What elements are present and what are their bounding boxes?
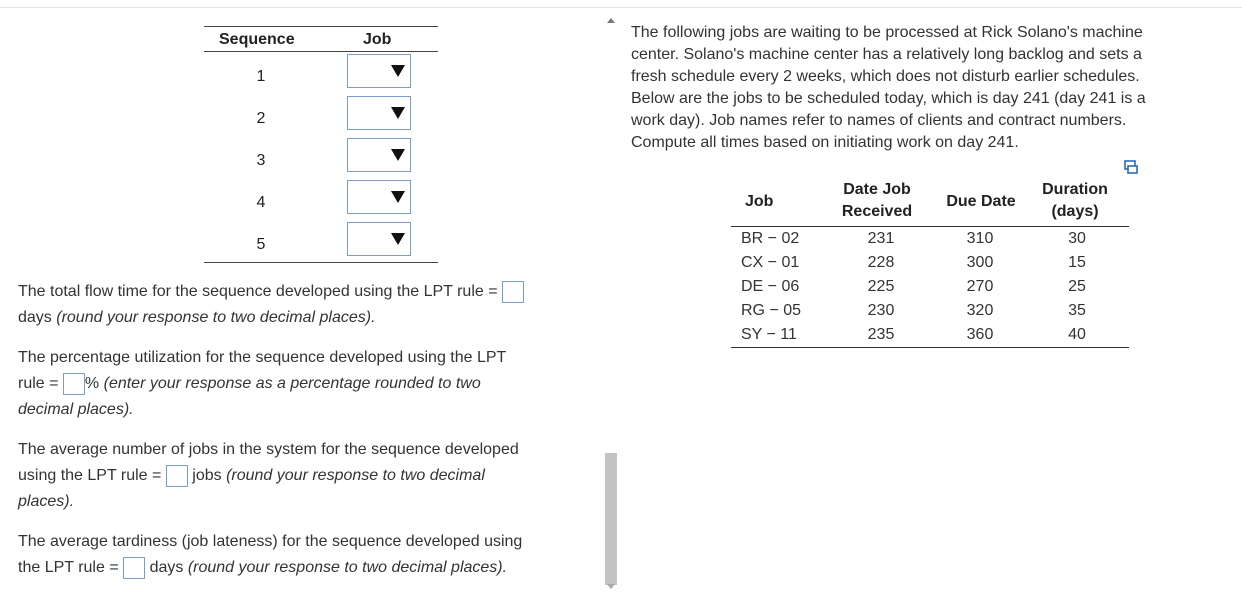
header-duration-line2: (days): [1051, 203, 1099, 220]
left-panel: [0, 8, 600, 607]
problem-line: center. Solano's machine center has a relatively long backlog and sets a: [631, 46, 1142, 63]
cell-received: 231: [867, 230, 895, 247]
header-job: Job: [363, 31, 392, 48]
job-dropdown-5[interactable]: [347, 222, 411, 256]
question-text: The total flow time for the sequence developed using the LPT rule =: [18, 283, 498, 300]
hint-text: (round your response to two decimal: [226, 467, 485, 484]
cell-due: 270: [966, 278, 994, 295]
sequence-table-header: [204, 27, 438, 51]
cell-job: CX − 01: [741, 254, 800, 271]
unit-text: jobs: [192, 467, 222, 484]
question-total-flow-time: [18, 279, 524, 331]
hint-text: (round your response to two decimal places).: [56, 309, 376, 326]
job-dropdown-4[interactable]: [347, 180, 411, 214]
dropdown-arrow-icon: [391, 65, 405, 77]
average-jobs-input[interactable]: [166, 465, 188, 487]
vertical-scrollbar[interactable]: [602, 16, 620, 591]
question-text: The percentage utilization for the sequence developed using the LPT: [18, 349, 507, 366]
problem-statement: [631, 22, 1221, 154]
cell-job: DE − 06: [741, 278, 800, 295]
table-row: [731, 227, 1129, 251]
jobs-table-header: [731, 178, 1129, 227]
sequence-number: 2: [256, 110, 266, 127]
total-flow-time-input[interactable]: [502, 281, 524, 303]
job-dropdown-2[interactable]: [347, 96, 411, 130]
table-row: [731, 251, 1129, 275]
cell-job: RG − 05: [741, 302, 802, 319]
dropdown-arrow-icon: [391, 233, 405, 245]
cell-job: SY − 11: [741, 326, 797, 343]
question-percentage-utilization: [18, 345, 506, 423]
dropdown-arrow-icon: [391, 191, 405, 203]
header-sequence: Sequence: [219, 31, 295, 48]
sequence-row-5: [204, 234, 438, 262]
sequence-number: 3: [256, 152, 266, 169]
cell-received: 230: [867, 302, 895, 319]
copy-icon[interactable]: [1124, 160, 1138, 174]
problem-line: Below are the jobs to be scheduled today, which is day 241 (day 241 is a: [631, 90, 1146, 107]
scrollbar-thumb[interactable]: [605, 453, 617, 585]
question-text: The average number of jobs in the system for the sequence developed: [18, 441, 519, 458]
question-text: using the LPT rule =: [18, 467, 162, 484]
sequence-number: 4: [256, 194, 266, 211]
header-date-received-line2: Received: [841, 203, 913, 220]
table-row: [731, 299, 1129, 323]
job-dropdown-1[interactable]: [347, 54, 411, 88]
sequence-table: [204, 26, 438, 263]
table-rule: [204, 262, 438, 263]
problem-line: fresh schedule every 2 weeks, which does not disturb earlier schedules.: [631, 68, 1140, 85]
table-row: [731, 275, 1129, 299]
question-text: the LPT rule =: [18, 559, 119, 576]
utilization-input[interactable]: [63, 373, 85, 395]
dropdown-arrow-icon: [391, 107, 405, 119]
hint-text: decimal places).: [18, 401, 134, 418]
cell-due: 310: [966, 230, 994, 247]
cell-received: 225: [867, 278, 895, 295]
problem-line: work day). Job names refer to names of clients and contract numbers.: [631, 112, 1127, 129]
cell-received: 235: [867, 326, 895, 343]
table-row: [731, 323, 1129, 347]
header-due-date: Due Date: [946, 193, 1016, 210]
question-text: rule =: [18, 375, 59, 392]
scroll-down-arrow[interactable]: [607, 584, 615, 589]
unit-text: %: [84, 375, 100, 392]
cell-received: 228: [867, 254, 895, 271]
average-tardiness-input[interactable]: [123, 557, 145, 579]
jobs-table: [731, 178, 1129, 348]
cell-due: 320: [966, 302, 994, 319]
cell-duration: 40: [1068, 326, 1086, 343]
hint-text: (round your response to two decimal places).: [187, 559, 508, 576]
unit-text: days: [149, 559, 184, 576]
scroll-up-arrow[interactable]: [607, 18, 615, 23]
header-date-received: [837, 179, 917, 223]
header-job: Job: [745, 193, 774, 210]
table-rule: [204, 51, 438, 52]
dropdown-arrow-icon: [391, 149, 405, 161]
cell-duration: 30: [1068, 230, 1086, 247]
question-text: The average tardiness (job lateness) for the sequence developed using: [18, 533, 523, 550]
question-average-jobs: [18, 437, 519, 515]
job-dropdown-3[interactable]: [347, 138, 411, 172]
cell-job: BR − 02: [741, 230, 800, 247]
cell-due: 360: [966, 326, 994, 343]
header-date-received-line1: Date Job: [843, 181, 911, 198]
hint-text: places).: [18, 493, 75, 510]
unit-text: days: [18, 309, 52, 326]
cell-duration: 35: [1068, 302, 1086, 319]
sequence-number: 5: [256, 236, 266, 253]
cell-due: 300: [966, 254, 994, 271]
sequence-number: 1: [256, 68, 266, 85]
header-duration-line1: Duration: [1042, 181, 1108, 198]
table-rule: [731, 347, 1129, 348]
hint-text: (enter your response as a percentage rounded to two: [103, 375, 481, 392]
cell-duration: 25: [1068, 278, 1086, 295]
problem-line: The following jobs are waiting to be processed at Rick Solano's machine: [631, 24, 1143, 41]
cell-duration: 15: [1068, 254, 1086, 271]
problem-line: Compute all times based on initiating work on day 241.: [631, 134, 1019, 151]
header-duration: [1031, 179, 1119, 223]
question-average-tardiness: [18, 529, 522, 581]
